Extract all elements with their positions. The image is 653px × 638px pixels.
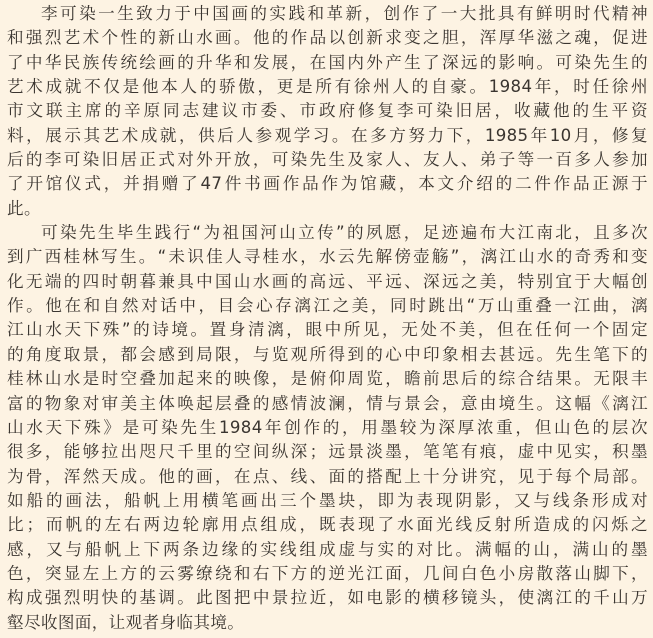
text-line: 构成强烈明快的基调。此图把中景拉近，如电影的横移镜头，使漓江的千山万 bbox=[7, 588, 648, 608]
text-line: 如船的画法，船帆上用横笔画出三个墨块，即为表现阴影，又与线条形成对 bbox=[7, 490, 648, 510]
text-line: 到广西桂林写生。“未识佳人寻桂水，水云先解傍壶觞”，漓江山水的奇秀和变 bbox=[7, 247, 648, 267]
text-line: 了开馆仪式，并捐赠了47件书画作品作为馆藏，本文介绍的二件作品正源于 bbox=[7, 174, 648, 194]
text-line: 艺术成就不仅是他本人的骄傲，更是所有徐州人的自豪。1984年，时任徐州 bbox=[7, 77, 648, 97]
text-line: 后的李可染旧居正式对外开放，可染先生及家人、友人、弟子等一百多人参加 bbox=[7, 150, 648, 170]
text-line: 料，展示其艺术成就，供后人参观学习。在多方努力下，1985年10月，修复 bbox=[7, 125, 648, 145]
text-line: 壑尽收图面，让观者身临其境。 bbox=[7, 612, 245, 632]
text-line: 了中华民族传统绘画的升华和发展，在国内外产生了深远的影响。可染先生的 bbox=[7, 52, 648, 72]
text-line: 很多，能够拉出咫尺千里的空间纵深；远景淡墨，笔笔有痕，虚中见实，积墨 bbox=[7, 442, 648, 462]
text-line: 为骨，浑然天成。他的画，在点、线、面的搭配上十分讲究，见于每个局部。 bbox=[7, 466, 648, 486]
text-line: 比；而帆的左右两边轮廓用点组成，既表现了水面光线反射所造成的闪烁之 bbox=[7, 515, 648, 535]
article-body bbox=[7, 2, 648, 635]
paragraph-1 bbox=[7, 2, 648, 221]
text-line: 山水天下殊》是可染先生1984年创作的，用墨较为深厚浓重，但山色的层次 bbox=[7, 417, 648, 437]
paragraph-2 bbox=[7, 221, 648, 635]
text-line: 富的物象对审美主体唤起层叠的感情波澜，情与景会，意由境生。这幅《漓江 bbox=[7, 393, 648, 413]
text-line: 此。 bbox=[7, 198, 41, 218]
text-line: 的角度取景，都会感到局限，与览观所得到的心中印象相去甚远。先生笔下的 bbox=[7, 344, 648, 364]
text-line: 李可染一生致力于中国画的实践和革新，创作了一大批具有鲜明时代精神 bbox=[41, 4, 648, 23]
text-line: 和强烈艺术个性的新山水画。他的作品以创新求变之胆，浑厚华滋之魂，促进 bbox=[7, 28, 648, 48]
text-line: 感，又与船帆上下两条边缘的实线组成虚与实的对比。满幅的山，满山的墨 bbox=[7, 539, 648, 559]
text-line: 作。他在和自然对话中，目会心存漓江之美，同时跳出“万山重叠一江曲，漓 bbox=[7, 296, 648, 316]
text-line: 江山水天下殊”的诗境。置身清漓，眼中所见，无处不美，但在任何一个固定 bbox=[7, 320, 648, 340]
text-line: 化无端的四时朝暮兼具中国山水画的高远、平远、深远之美，特别宜于大幅创 bbox=[7, 271, 648, 291]
text-line: 桂林山水是时空叠加起来的映像，是俯仰周览，瞻前思后的综合结果。无限丰 bbox=[7, 369, 648, 389]
text-line: 可染先生毕生践行“为祖国河山立传”的夙愿，足迹遍布大江南北，且多次 bbox=[41, 223, 648, 243]
text-line: 色，突显左上方的云雾缭绕和右下方的逆光江面，几间白色小房散落山脚下， bbox=[7, 563, 648, 583]
text-line: 市文联主席的辛原同志建议市委、市政府修复李可染旧居，收藏他的生平资 bbox=[7, 101, 648, 121]
